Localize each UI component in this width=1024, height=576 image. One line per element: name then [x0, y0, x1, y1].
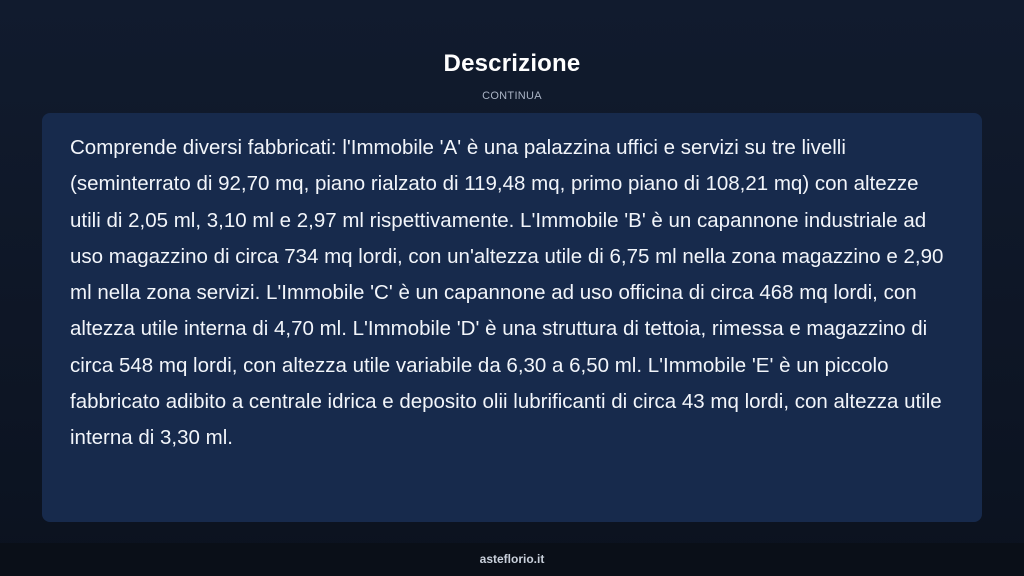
page-subtitle: CONTINUA — [482, 90, 542, 102]
page-title: Descrizione — [443, 50, 581, 77]
description-card — [42, 113, 982, 522]
description-text: Comprende diversi fabbricati: l'Immobile 'A' è una palazzina uffici e servizi su tre livelli (seminterrato di 92,70 mq, piano rialzato di 119,48 mq, primo piano di 108,21 mq) con altezze utili di 2,05 ml, 3,10 ml e 2,97 ml rispettivamente. L'Immobile 'B' è un capannone industriale ad uso magazzino di circa 734 mq lordi, con un'altezza utile di 6,75 ml nella zona magazzino e 2,90 ml nella zona servizi. L'Immobile 'C' è un capannone ad uso officina di circa 468 mq lordi, con altezza utile interna di 4,70 ml. L'Immobile 'D' è una struttura di tettoia, rimessa e magazzino di circa 548 mq lordi, con altezza utile variabile da 6,30 a 6,50 ml. L'Immobile 'E' è un piccolo fabbricato adibito a centrale idrica e deposito olii lubrificanti di circa 43 mq lordi, con altezza utile interna di 3,30 ml. — [70, 136, 944, 450]
footer-site-label: asteflorio.it — [479, 552, 545, 566]
